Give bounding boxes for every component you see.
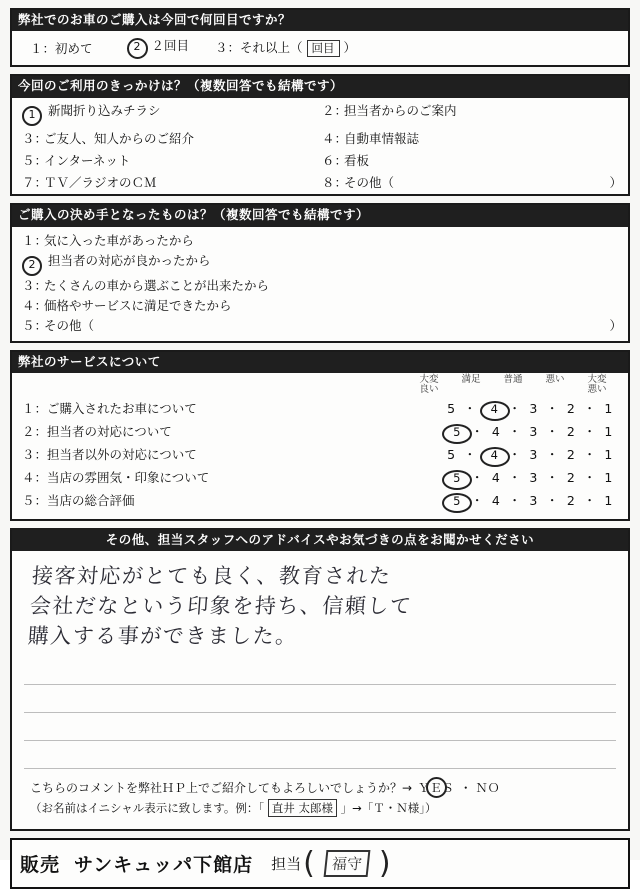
- q3-option-5-number: ５：: [22, 318, 48, 334]
- q3-option-4[interactable]: [22, 296, 622, 316]
- rating-4-value-2[interactable]: 2: [566, 470, 576, 486]
- rating-1-value-1[interactable]: 1: [604, 401, 613, 417]
- q2-option-4-number: ４：: [322, 130, 348, 146]
- shop-footer: [10, 838, 630, 889]
- hp-permission-row: [24, 769, 616, 796]
- q2-option-5-number: ５：: [22, 152, 48, 168]
- rating-row-5-label: ５：当店の総合評価: [22, 493, 135, 509]
- rating-row-4-scale[interactable]: 5 ・ 4 ・ 3 ・ 2 ・ 1: [442, 467, 618, 490]
- q2-option-3[interactable]: [22, 130, 322, 148]
- rating-row-1-scale[interactable]: 5 ・ 4 ・ 3 ・ 2 ・ 1: [442, 398, 618, 421]
- scale-header-3: 普通: [503, 373, 523, 385]
- q2-option-8-number: ８：: [322, 175, 348, 190]
- question-1-section: [10, 8, 630, 67]
- initial-note-mid: 」→「Ｔ・Ｎ様」）: [340, 801, 437, 816]
- scale-header-5: 大変 良い: [419, 373, 439, 396]
- q3-option-3-number: ３：: [22, 277, 48, 293]
- rating-3-value-5[interactable]: 5: [447, 447, 456, 463]
- rating-row-3-label: ３：担当者以外の対応について: [22, 447, 197, 463]
- shop-sales-label: 販売: [20, 854, 61, 877]
- blank-line-1[interactable]: [24, 657, 616, 685]
- question-3-title: ご購入の決め手となったものは？（複数回答でも結構です）: [12, 205, 628, 226]
- q3-option-5-label: その他（: [43, 318, 94, 334]
- hp-permission-question: こちらのコメントを弊社ＨＰ上でご紹介してもよろしいでしょうか？→: [30, 781, 413, 796]
- handwritten-line-3: 購入する事ができました。: [26, 624, 299, 649]
- shop-name: サンキュッパ下館店: [74, 854, 254, 877]
- rating-row-4: [22, 467, 618, 490]
- handwritten-line-1: 接客対応がとても良く、教育された: [31, 564, 393, 589]
- q2-option-7-number: ７：: [22, 175, 48, 190]
- initial-note-name: 直井 太郎様: [268, 799, 337, 817]
- rating-2-value-1[interactable]: 1: [604, 424, 613, 440]
- rating-2-value-2[interactable]: 2: [566, 424, 576, 440]
- q3-option-3-label: たくさんの車から選ぶことが出来たから: [43, 277, 269, 293]
- q2-option-8[interactable]: [322, 174, 622, 192]
- initial-note-pre: （お名前はイニシャル表示に致します。例：「: [30, 801, 265, 816]
- rating-row-2-label: ２：担当者の対応について: [22, 424, 172, 440]
- q2-option-1-number: 1: [22, 106, 42, 126]
- right-paren: ): [378, 845, 391, 881]
- staff-signature-field[interactable]: [301, 845, 392, 881]
- rating-5-value-4[interactable]: 4: [491, 493, 501, 509]
- question-3-section: [10, 203, 630, 342]
- rating-3-value-1[interactable]: 1: [604, 447, 613, 463]
- rating-2-value-3[interactable]: 3: [529, 424, 538, 440]
- q2-option-2-label: 担当者からのご案内: [343, 102, 457, 118]
- q2-option-4[interactable]: [322, 130, 622, 148]
- rating-rows: [12, 396, 628, 519]
- question-2-section: [10, 74, 630, 196]
- q2-option-3-label: ご友人、知人からのご紹介: [43, 130, 194, 146]
- hp-answer-yes[interactable]: ＹＥＳ: [416, 779, 456, 796]
- rating-4-value-1[interactable]: 1: [604, 470, 613, 486]
- rating-row-3: [22, 444, 618, 467]
- q3-option-1-number: １：: [22, 232, 48, 248]
- rating-2-value-4[interactable]: 4: [491, 424, 501, 440]
- q3-option-2-number: 2: [22, 256, 42, 276]
- q2-option-5[interactable]: [22, 152, 322, 170]
- staff-signature: 福守: [323, 850, 370, 877]
- question-3-options: [12, 227, 628, 341]
- rating-5-value-3[interactable]: 3: [529, 493, 538, 509]
- rating-3-value-2[interactable]: 2: [566, 447, 576, 463]
- q1-option-3[interactable]: [215, 38, 356, 57]
- rating-4-value-3[interactable]: 3: [529, 470, 538, 486]
- q2-option-1-label: 新聞折り込みチラシ: [47, 102, 161, 118]
- yes-circle-mark: [426, 777, 447, 798]
- rating-row-4-label: ４：当店の雰囲気・印象について: [22, 470, 210, 486]
- q2-option-2-number: ２：: [322, 102, 348, 118]
- blank-line-3[interactable]: [24, 713, 616, 741]
- handwritten-comment: [21, 557, 620, 651]
- rating-4-value-4[interactable]: 4: [491, 470, 501, 486]
- question-4-section: [10, 350, 630, 521]
- rating-row-1-label: １：ご購入されたお車について: [22, 401, 197, 417]
- rating-row-1: [22, 398, 618, 421]
- q2-option-5-label: インターネット: [43, 152, 131, 168]
- blank-line-2[interactable]: [24, 685, 616, 713]
- q1-option-1[interactable]: １：初めて: [30, 40, 93, 56]
- left-paren: (: [303, 845, 315, 881]
- blank-writing-lines[interactable]: [24, 657, 616, 769]
- comment-body: [12, 551, 628, 829]
- q3-option-2[interactable]: [22, 251, 622, 276]
- q3-option-1-label: 気に入った車があったから: [43, 232, 194, 248]
- rating-2-value-5[interactable]: 5: [442, 421, 468, 444]
- scale-header-1: 大変 悪い: [587, 373, 607, 396]
- rating-row-5-scale[interactable]: 5 ・ 4 ・ 3 ・ 2 ・ 1: [442, 490, 618, 513]
- q3-option-2-label: 担当者の対応が良かったから: [47, 252, 211, 268]
- q1-option-3-count-box[interactable]: 回目: [307, 40, 340, 57]
- scale-header-2: 悪い: [545, 373, 565, 385]
- question-2-options: [12, 98, 628, 194]
- rating-1-value-3[interactable]: 3: [529, 401, 538, 417]
- blank-line-4[interactable]: [24, 741, 616, 769]
- rating-scale-header: [12, 373, 628, 396]
- handwritten-line-2: 会社だなという印象を持ち、信頼して: [29, 594, 414, 619]
- comment-section: [10, 528, 630, 831]
- rating-row-2: [22, 421, 618, 444]
- rating-row-3-scale[interactable]: 5 ・ 4 ・ 3 ・ 2 ・ 1: [442, 444, 618, 467]
- staff-charge-label: 担当: [271, 855, 302, 874]
- q2-option-6-number: ６：: [322, 152, 348, 168]
- q3-option-5[interactable]: [22, 316, 622, 336]
- hp-answer-separator: ・: [459, 781, 472, 796]
- q1-option-2-label: ２回目: [151, 38, 190, 54]
- q2-option-7-label: ＴＶ／ラジオのＣＭ: [43, 175, 157, 190]
- rating-1-value-2[interactable]: 2: [566, 401, 576, 417]
- q2-option-6-label: 看板: [343, 152, 369, 168]
- q1-option-3-label: ３：それ以上（: [215, 40, 303, 56]
- hp-answer-no[interactable]: ＮＯ: [475, 781, 500, 796]
- q2-option-6[interactable]: [322, 152, 622, 170]
- question-1-title: 弊社でのお車のご購入は今回で何回目ですか？: [12, 10, 628, 31]
- q2-option-4-label: 自動車情報誌: [343, 130, 419, 146]
- rating-3-value-3[interactable]: 3: [529, 447, 538, 463]
- q2-option-7[interactable]: [22, 174, 322, 192]
- q1-option-2-circle-mark: 2: [127, 38, 148, 59]
- q3-option-4-number: ４：: [22, 298, 48, 313]
- rating-5-value-1[interactable]: 1: [604, 493, 613, 509]
- rating-row-5: [22, 490, 618, 513]
- question-4-title: 弊社のサービスについて: [12, 352, 628, 373]
- rating-3-value-4[interactable]: 4: [480, 444, 506, 467]
- initial-note-row: [24, 796, 616, 821]
- q2-option-8-close: ）: [609, 175, 622, 190]
- rating-1-value-4[interactable]: 4: [480, 398, 506, 421]
- q2-option-2[interactable]: [322, 102, 622, 126]
- q2-option-8-label: その他（: [343, 175, 394, 190]
- rating-row-2-scale[interactable]: 5 ・ 4 ・ 3 ・ 2 ・ 1: [442, 421, 618, 444]
- rating-5-value-5[interactable]: 5: [442, 490, 468, 513]
- scale-header-4: 満足: [461, 373, 481, 385]
- q3-option-1[interactable]: [22, 231, 622, 251]
- rating-5-value-2[interactable]: 2: [566, 493, 576, 509]
- comment-title: その他、担当スタッフへのアドバイスやお気づきの点をお聞かせください: [12, 530, 628, 551]
- q3-option-3[interactable]: [22, 276, 622, 296]
- q3-option-4-label: 価格やサービスに満足できたから: [43, 298, 232, 313]
- question-2-title: 今回のご利用のきっかけは？（複数回答でも結構です）: [12, 76, 628, 97]
- q2-option-3-number: ３：: [22, 130, 48, 146]
- rating-4-value-5[interactable]: 5: [442, 467, 468, 490]
- question-1-options: [12, 31, 628, 65]
- rating-1-value-5[interactable]: 5: [447, 401, 456, 417]
- q3-option-5-close: ）: [609, 318, 622, 334]
- q2-option-1[interactable]: [22, 102, 322, 126]
- q1-option-2[interactable]: [127, 36, 190, 59]
- q1-option-3-close: ）: [343, 40, 357, 56]
